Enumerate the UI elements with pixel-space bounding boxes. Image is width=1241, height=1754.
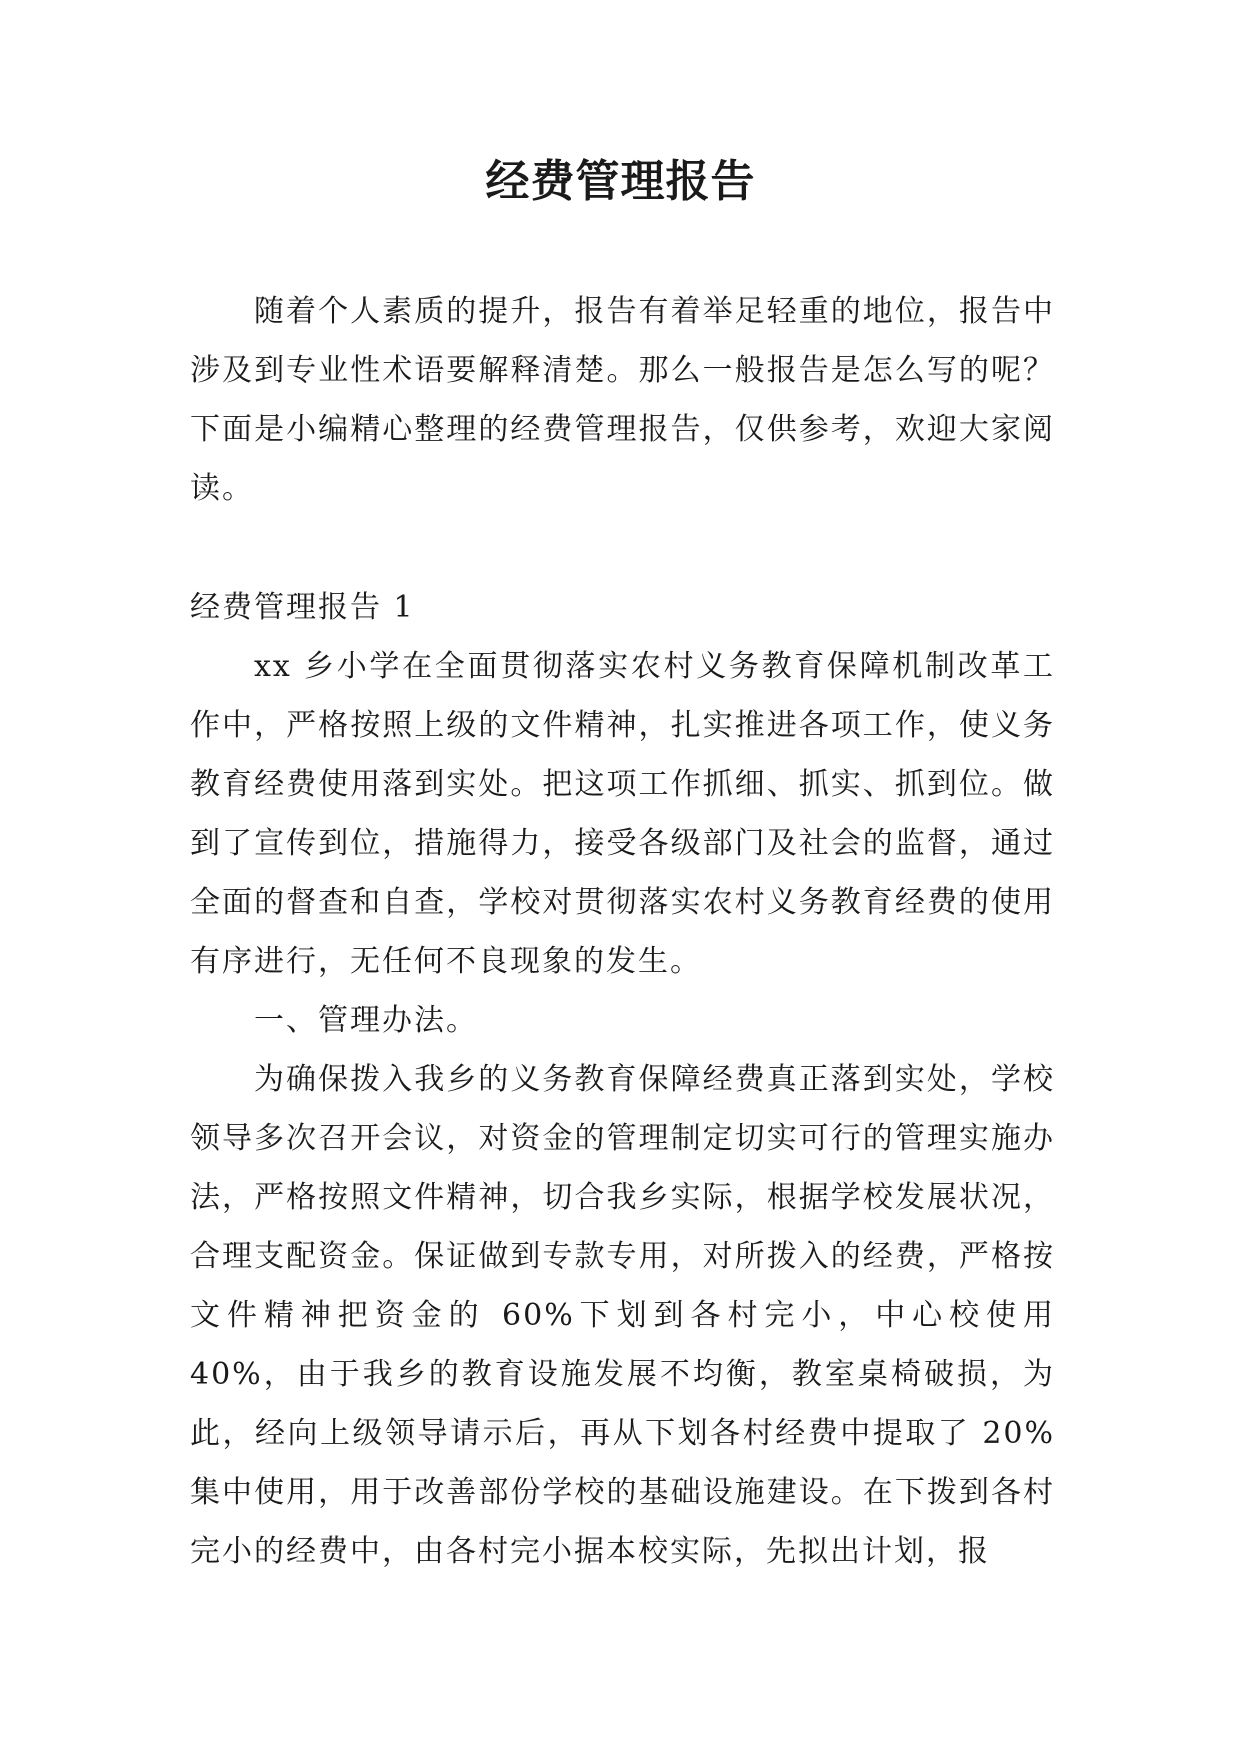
document-title: 经费管理报告 bbox=[485, 156, 756, 207]
section-heading: 经费管理报告 1 bbox=[190, 590, 415, 625]
intro-paragraph: 随着个人素质的提升，报告有着举足轻重的地位，报告中涉及到专业性术语要解释清楚。那么一般报告是怎么写的呢？下面是小编精心整理的经费管理报告，仅供参考，欢迎大家阅读。 bbox=[190, 294, 1055, 506]
document-body bbox=[190, 282, 1055, 1581]
body-paragraph: xx 乡小学在全面贯彻落实农村义务教育保障机制改革工作中，严格按照上级的文件精神，扎实推进各项工作，使义务教育经费使用落到实处。把这项工作抓细、抓实、抓到位。做到了宣传到位，措施得力，接受各级部门及社会的监督，通过全面的督查和自查，学校对贯彻落实农村义务教育经费的使用有序进行，无任何不良现象的发生。 bbox=[190, 649, 1055, 979]
subsection-heading: 一、管理办法。 bbox=[254, 1003, 478, 1038]
body-paragraph: 为确保拨入我乡的义务教育保障经费真正落到实处，学校领导多次召开会议，对资金的管理制定切实可行的管理实施办法，严格按照文件精神，切合我乡实际，根据学校发展状况，合理支配资金。保证做到专款专用，对所拨入的经费，严格按文件精神把资金的 60%下划到各村完小，中心校使用 40%，由于我乡的教育设施发展不均衡，教室桌椅破损，为此，经向上级领导请示后，再从下划各村经费中提取了 20%集中使用，用于改善部份学校的基础设施建设。在下拨到各村完小的经费中，由各村完小据本校实际，先拟出计划，报 bbox=[190, 1062, 1055, 1569]
